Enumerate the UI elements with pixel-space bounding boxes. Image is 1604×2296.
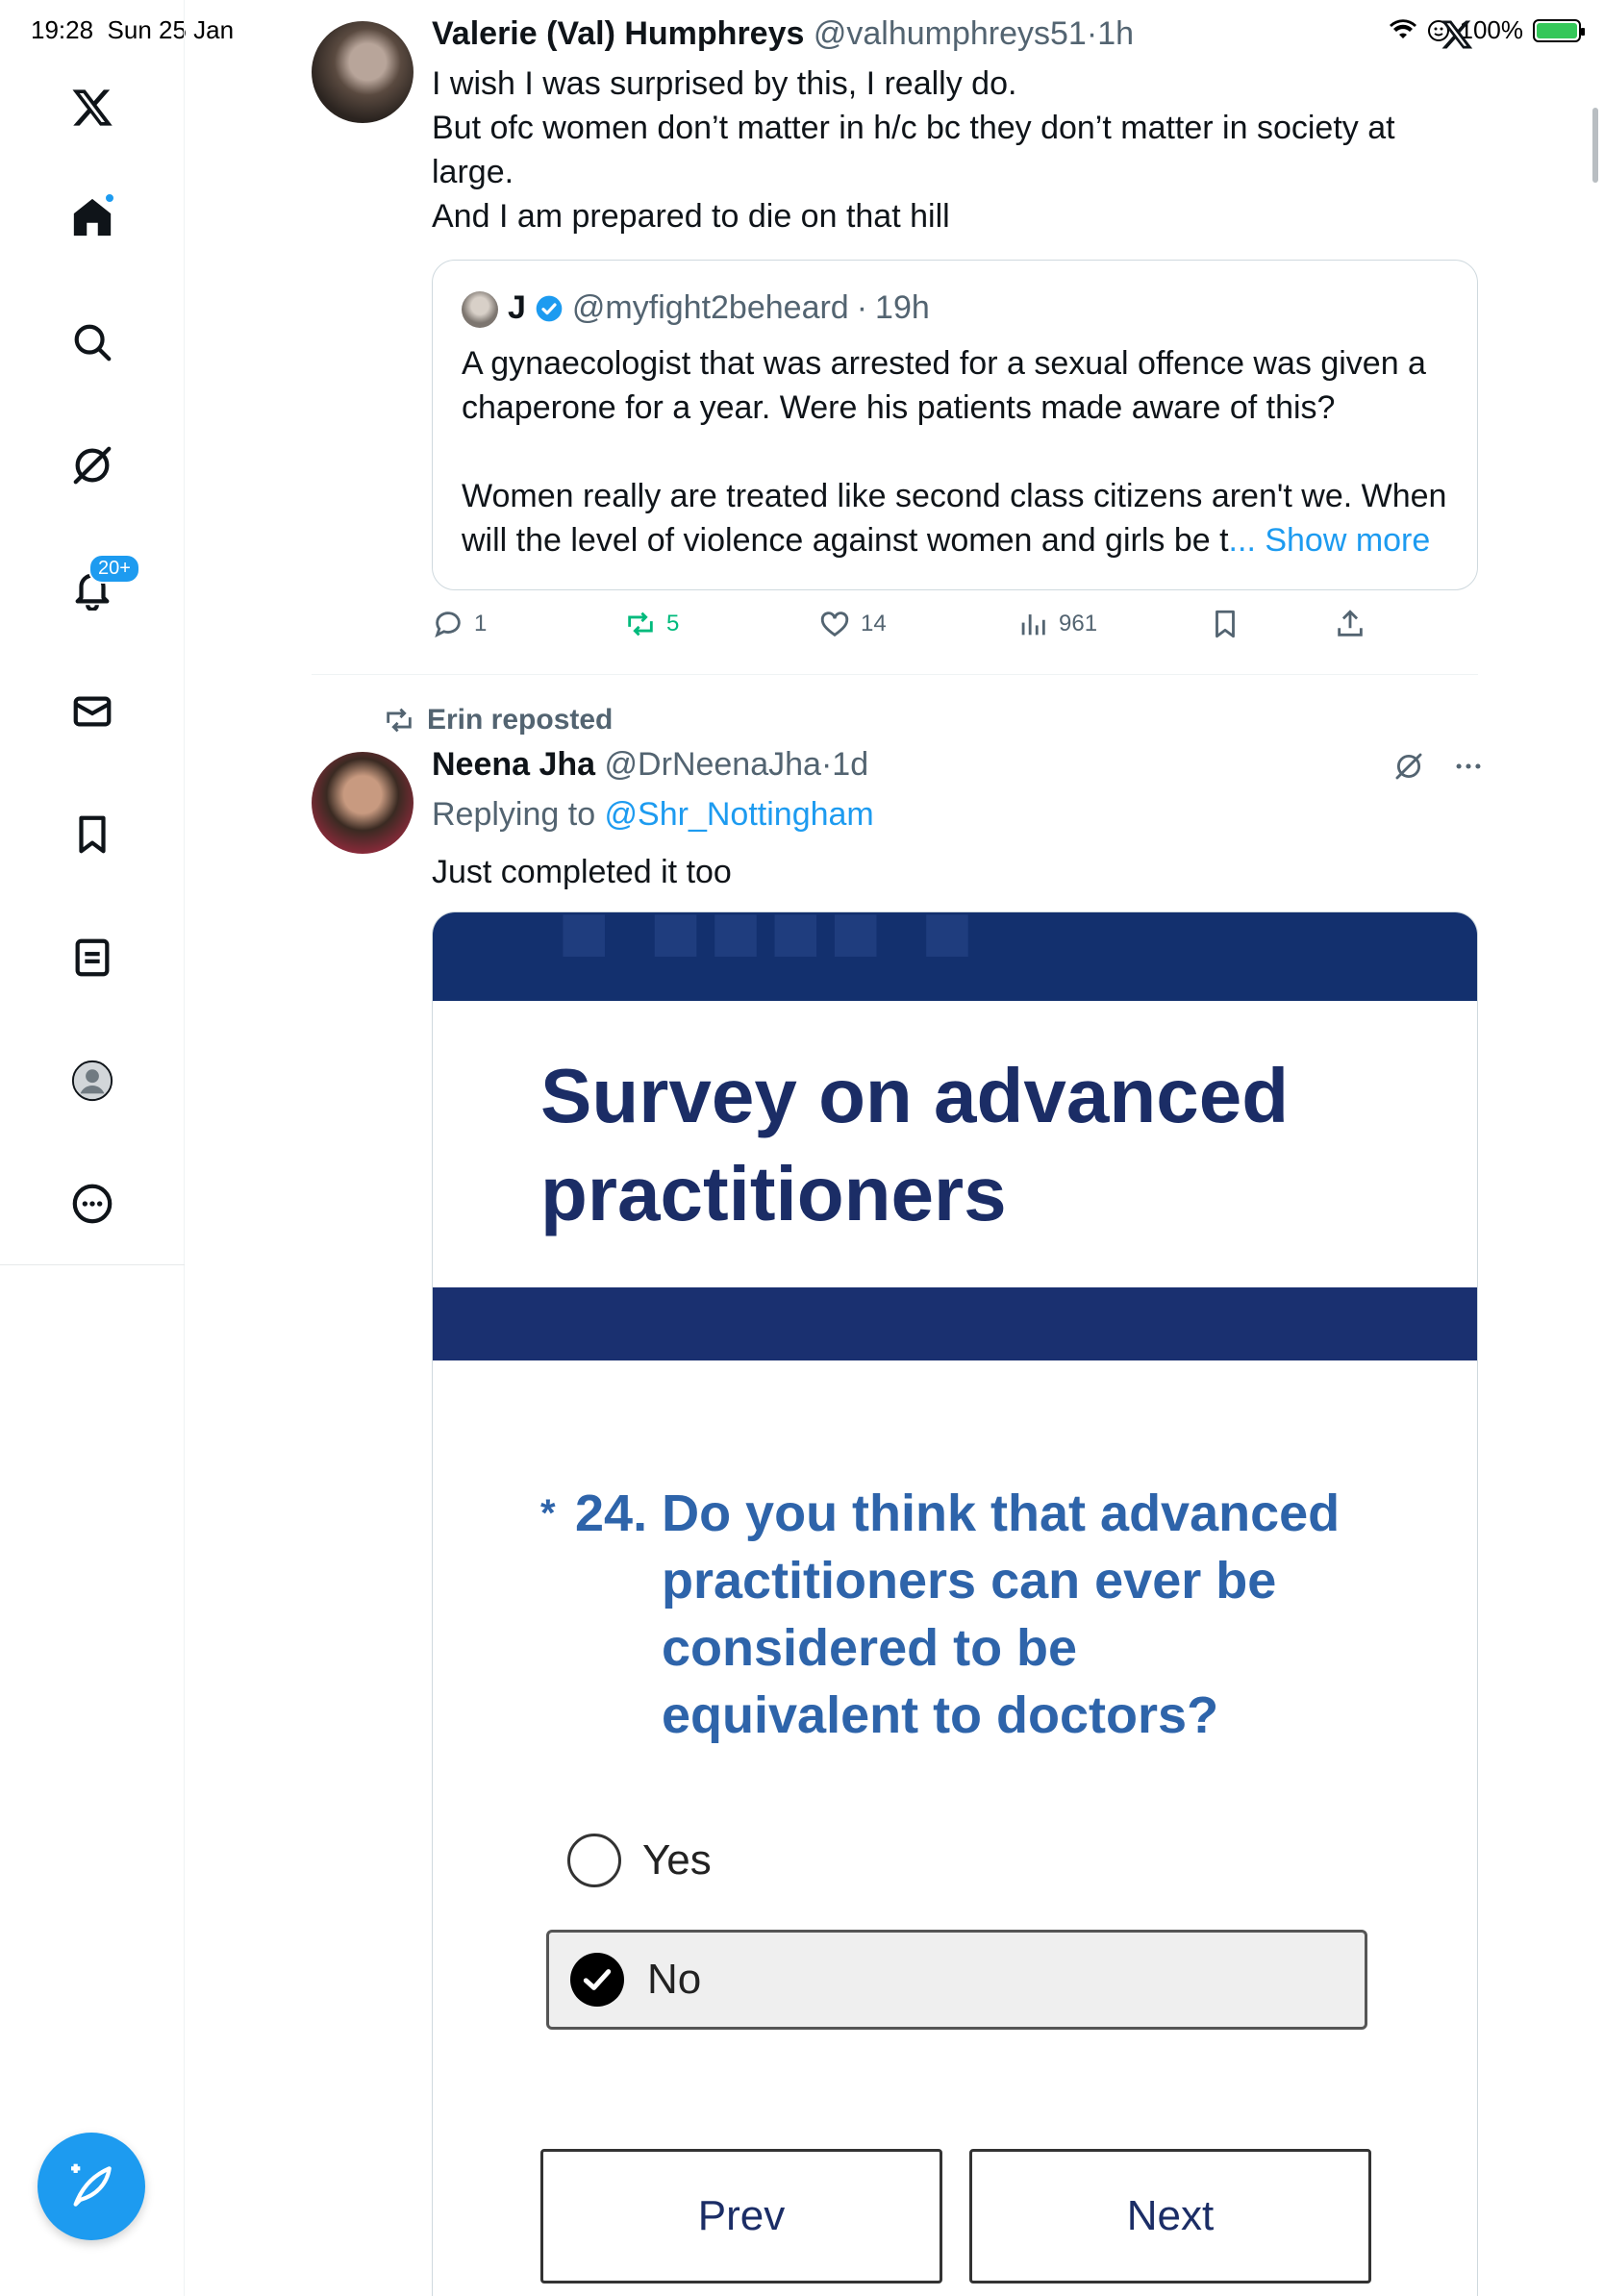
status-icons (1389, 15, 1582, 45)
compose-button[interactable] (38, 2133, 145, 2240)
replying-to (432, 796, 874, 834)
dot-separator: · (1086, 15, 1098, 52)
sidebar-divider (0, 1264, 185, 1265)
share-button[interactable] (1334, 608, 1366, 640)
avatar[interactable] (312, 752, 414, 854)
replying-prefix: Replying to (432, 796, 605, 833)
quote-header (508, 289, 930, 327)
survey-divider-band (433, 1287, 1477, 1360)
author-handle[interactable]: @valhumphreys51 (813, 15, 1087, 52)
x-overlay-icon (1440, 17, 1474, 52)
verified-badge-icon (534, 293, 564, 324)
quote-tweet-card[interactable] (432, 260, 1478, 590)
tweet-time[interactable]: 1h (1097, 15, 1135, 52)
sidebar (0, 0, 185, 2296)
author-name[interactable]: Valerie (Val) Humphreys (432, 15, 805, 52)
status-clock: 19:28 (31, 15, 94, 44)
radio-unchecked-icon (567, 1834, 621, 1887)
profile-icon[interactable] (63, 1052, 121, 1110)
tweet-tools (1392, 750, 1485, 783)
required-star: * (540, 1492, 556, 1535)
bookmark-icon (1209, 608, 1241, 640)
tweet-line: And I am prepared to die on that hill (432, 198, 950, 235)
quote-avatar (462, 291, 498, 328)
dot-separator: · (856, 289, 868, 326)
status-date: Sun 25 Jan (107, 15, 235, 44)
survey-header-band (433, 912, 1477, 1001)
tweet-body: Just completed it too (432, 854, 732, 890)
scrollbar[interactable] (1592, 108, 1598, 183)
home-icon[interactable] (63, 188, 121, 246)
survey-title: Survey on advanced practitioners (540, 1053, 1290, 1236)
search-icon[interactable] (63, 313, 121, 371)
survey-logo-fragment: ■ ■■■■ ■ (558, 911, 982, 981)
like-button[interactable] (818, 608, 887, 640)
question-line: considered to be (662, 1619, 1078, 1677)
grok-icon[interactable] (1392, 750, 1425, 783)
home-unread-dot (104, 192, 115, 204)
views-icon (1016, 608, 1049, 640)
repost-icon (624, 608, 657, 640)
more-options-icon[interactable] (1452, 750, 1485, 783)
messages-icon[interactable] (63, 683, 121, 740)
repost-count: 5 (666, 611, 680, 636)
reply-count: 1 (474, 611, 488, 636)
quote-body (462, 341, 1452, 562)
tweet-line: But ofc women don’t matter in h/c bc they don’t matter in society at large. (432, 110, 1395, 190)
author-name[interactable]: Neena Jha (432, 746, 596, 783)
question-line: practitioners can ever be (662, 1552, 1277, 1610)
show-more-link[interactable]: ... Show more (1228, 522, 1431, 559)
tweet-divider (312, 674, 1478, 675)
share-icon (1334, 608, 1366, 640)
repost-label: Erin reposted (427, 704, 614, 736)
x-logo-icon[interactable] (63, 79, 121, 137)
bookmark-button[interactable] (1209, 608, 1241, 640)
repost-context[interactable] (383, 704, 613, 736)
grok-icon[interactable] (63, 437, 121, 494)
repost-button[interactable] (624, 608, 679, 640)
tweet-line: I wish I was surprised by this, I really do. (432, 65, 1017, 102)
tweet-time[interactable]: 1d (832, 746, 869, 783)
quote-paragraph-text: Women really are treated like second class citizens aren't we. When will the level of violence against women and girls be t (462, 478, 1447, 559)
reply-icon (432, 608, 464, 640)
tweet-image[interactable] (432, 911, 1478, 2296)
question-line: 24. Do you think that advanced (575, 1485, 1341, 1542)
dot-separator: · (820, 746, 833, 783)
option-no-selected (546, 1930, 1367, 2030)
lists-icon[interactable] (63, 929, 121, 986)
question-line: equivalent to doctors? (662, 1686, 1219, 1744)
survey-next-button: Next (969, 2149, 1371, 2284)
quote-paragraph (462, 474, 1452, 562)
wifi-icon (1389, 19, 1417, 42)
notifications-icon[interactable] (63, 558, 131, 617)
survey-prev-button: Prev (540, 2149, 942, 2284)
bookmarks-icon[interactable] (63, 806, 121, 863)
quote-author-name: J (508, 289, 526, 326)
views-button[interactable] (1016, 608, 1097, 640)
battery-icon (1533, 19, 1581, 42)
avatar[interactable] (312, 21, 414, 123)
like-count: 14 (861, 611, 887, 636)
views-count: 961 (1059, 611, 1098, 636)
option-yes (567, 1834, 712, 1887)
survey-question (540, 1480, 1406, 1749)
quote-paragraph: A gynaecologist that was arrested for a sexual offence was given a chaperone for a year. Were his patients made aware of this? (462, 345, 1426, 426)
radio-checked-icon (570, 1953, 624, 2007)
heart-icon (818, 608, 851, 640)
author-handle[interactable]: @DrNeenaJha (604, 746, 821, 783)
quote-time: 19h (875, 289, 930, 326)
compose-feather-icon (64, 2159, 118, 2213)
repost-icon (383, 704, 415, 736)
notifications-badge: 20+ (88, 554, 140, 584)
battery-percent: 100% (1459, 15, 1523, 44)
replying-to-link[interactable]: @Shr_Nottingham (604, 796, 874, 833)
option-label: Yes (642, 1836, 712, 1884)
quote-handle: @myfight2beheard (571, 289, 849, 326)
tweet-header (432, 15, 1134, 53)
tweet-header (432, 746, 868, 784)
option-label: No (647, 1956, 702, 2003)
reply-button[interactable] (432, 608, 487, 640)
tweet-body (432, 62, 1480, 238)
paragraph-gap (462, 430, 1452, 474)
more-icon[interactable] (63, 1175, 121, 1233)
tweet-actions (432, 608, 1393, 646)
